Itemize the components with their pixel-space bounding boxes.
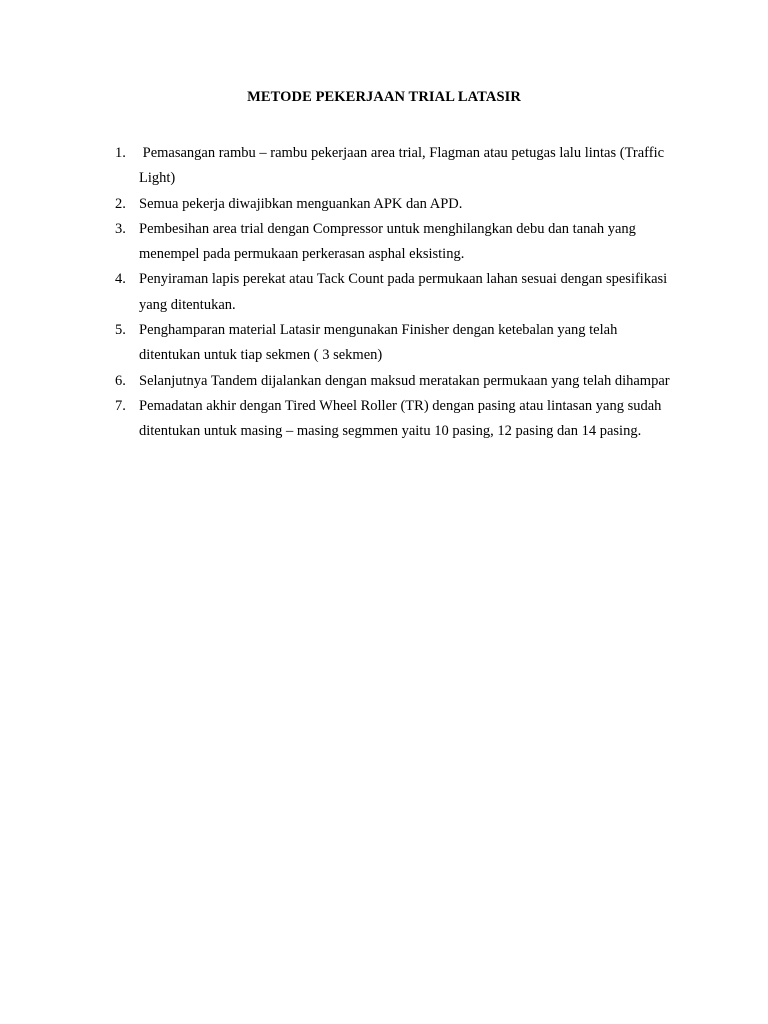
list-item-number: 1.	[115, 145, 126, 161]
list-item-number: 6.	[115, 372, 126, 389]
list-item-number: 5.	[115, 322, 126, 339]
list-item-text: Semua pekerja diwajibkan menguankan APK dan APD.	[139, 195, 463, 212]
list-item-text: Penghamparan material Latasir mengunakan Finisher dengan ketebalan yang telah ditentukan untuk tiap sekmen ( 3 sekmen)	[139, 322, 618, 364]
document-title: METODE PEKERJAAN TRIAL LATASIR	[247, 89, 521, 105]
list-item-text: Selanjutnya Tandem dijalankan dengan maksud meratakan permukaan yang telah dihampar	[139, 372, 670, 389]
list-item	[115, 267, 675, 318]
list-item	[115, 192, 675, 217]
list-item-text: Penyiraman lapis perekat atau Tack Count pada permukaan lahan sesuai dengan spesifikasi yang ditentukan.	[139, 271, 668, 313]
list-item-number: 7.	[115, 397, 126, 414]
list-item-text: Pembesihan area trial dengan Compressor untuk menghilangkan debu dan tanah yang menempel pada permukaan perkerasan asphal eksisting.	[139, 220, 636, 263]
list-item	[115, 141, 675, 192]
list-item-number: 2.	[115, 195, 126, 212]
list-item	[115, 369, 675, 394]
list-item-number: 4.	[115, 271, 126, 288]
list-item-text: Pemasangan rambu – rambu pekerjaan area trial, Flagman atau petugas lalu lintas (Traffic Light)	[139, 145, 668, 187]
work-steps-list	[115, 141, 675, 445]
list-item	[115, 394, 675, 445]
list-item-text: Pemadatan akhir dengan Tired Wheel Roller (TR) dengan pasing atau lintasan yang sudah ditentukan untuk masing – masing segmmen yaitu 10 pasing, 12 pasing dan 14 pasing.	[139, 397, 662, 440]
list-item	[115, 318, 675, 369]
list-item-number: 3.	[115, 220, 126, 237]
list-item	[115, 217, 675, 268]
